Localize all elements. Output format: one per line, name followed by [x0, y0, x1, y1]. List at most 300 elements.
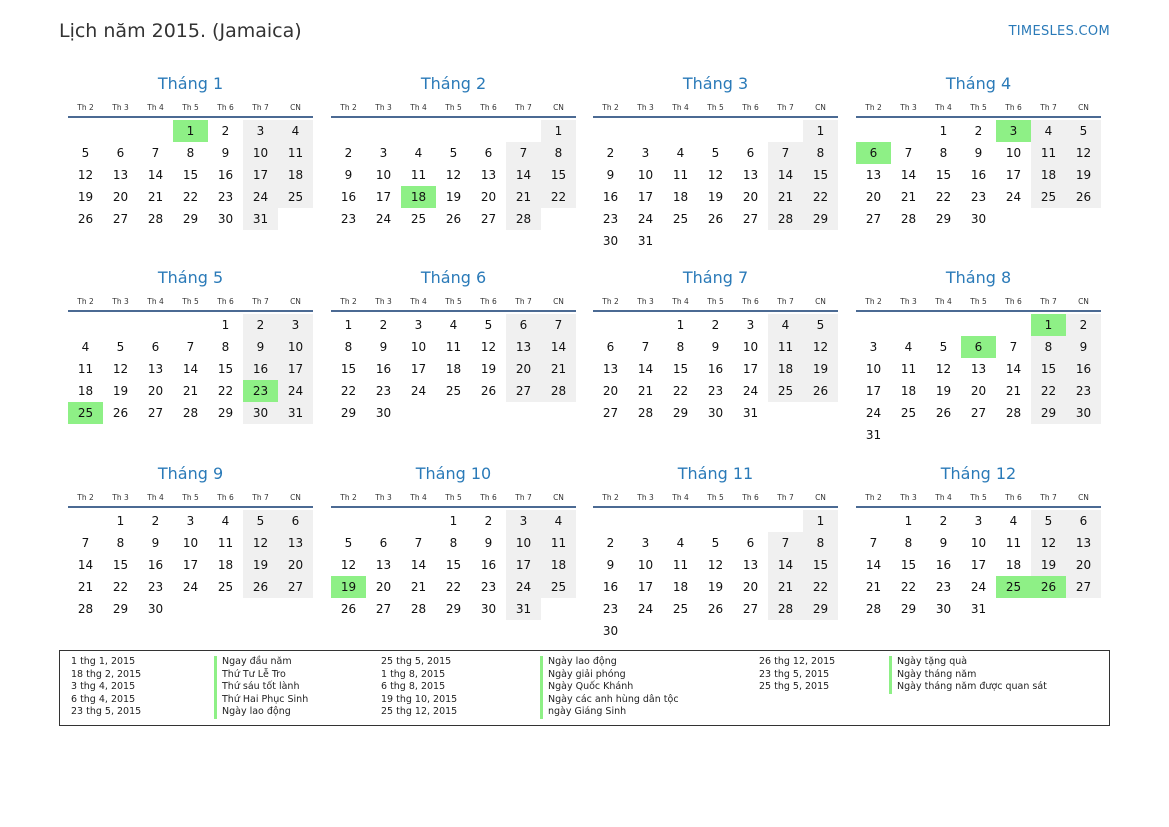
day-cell[interactable]: 6 [278, 510, 313, 532]
day-cell[interactable]: 11 [672, 558, 689, 572]
day-cell[interactable]: 19 [445, 190, 462, 204]
day-cell[interactable]: 11 [541, 532, 576, 554]
day-cell[interactable]: 18 [541, 554, 576, 576]
site-link[interactable]: TIMESLES.COM [1008, 24, 1110, 39]
day-cell[interactable]: 11 [77, 362, 94, 376]
day-cell[interactable]: 20 [480, 190, 497, 204]
day-cell[interactable]: 8 [803, 142, 838, 164]
day-cell[interactable]: 24 [243, 186, 278, 208]
day-cell[interactable]: 29 [900, 602, 917, 616]
day-cell[interactable]: 8 [1031, 336, 1066, 358]
day-cell[interactable]: 21 [768, 576, 803, 598]
day-cell[interactable]: 2 [344, 146, 353, 160]
day-cell[interactable]: 27 [480, 212, 497, 226]
day-cell[interactable]: 8 [186, 146, 195, 160]
day-cell[interactable]: 27 [865, 212, 882, 226]
day-cell[interactable]: 24 [506, 576, 541, 598]
day-cell[interactable]: 22 [900, 580, 917, 594]
day-cell[interactable]: 5 [243, 510, 278, 532]
day-cell[interactable]: 4 [676, 146, 685, 160]
day-cell[interactable]: 22 [182, 190, 199, 204]
day-cell[interactable]: 17 [375, 190, 392, 204]
day-cell[interactable]: 26 [707, 212, 724, 226]
day-cell[interactable]: 17 [278, 358, 313, 380]
day-cell[interactable]: 24 [742, 384, 759, 398]
day-cell[interactable]: 23 [935, 580, 952, 594]
day-cell[interactable]: 11 [217, 536, 234, 550]
day-cell[interactable]: 1 [116, 514, 125, 528]
day-cell[interactable]: 14 [506, 164, 541, 186]
day-cell[interactable]: 16 [707, 362, 724, 376]
day-cell[interactable]: 28 [1005, 406, 1022, 420]
day-cell[interactable]: 17 [243, 164, 278, 186]
day-cell[interactable]: 23 [147, 580, 164, 594]
day-cell[interactable]: 10 [278, 336, 313, 358]
day-cell[interactable]: 13 [112, 168, 129, 182]
day-cell[interactable]: 15 [182, 168, 199, 182]
day-cell[interactable]: 22 [445, 580, 462, 594]
day-cell[interactable]: 28 [147, 212, 164, 226]
day-cell[interactable]: 27 [112, 212, 129, 226]
day-cell[interactable]: 28 [865, 602, 882, 616]
day-cell[interactable]: 17 [506, 554, 541, 576]
day-cell[interactable]: 3 [243, 120, 278, 142]
day-cell[interactable]: 15 [340, 362, 357, 376]
day-cell[interactable]: 26 [480, 384, 497, 398]
day-cell[interactable]: 12 [803, 336, 838, 358]
day-cell[interactable]: 20 [506, 358, 541, 380]
day-cell[interactable]: 15 [445, 558, 462, 572]
day-cell[interactable]: 12 [77, 168, 94, 182]
day-cell[interactable]: 26 [935, 406, 952, 420]
day-cell[interactable]: 31 [637, 234, 654, 248]
day-cell[interactable]: 22 [803, 186, 838, 208]
day-cell[interactable]: 3 [974, 514, 983, 528]
day-cell[interactable]: 4 [541, 510, 576, 532]
day-cell[interactable]: 9 [379, 340, 388, 354]
day-cell[interactable]: 6 [746, 146, 755, 160]
day-cell[interactable]: 3 [746, 318, 755, 332]
day-cell[interactable]: 8 [449, 536, 458, 550]
day-cell[interactable]: 28 [900, 212, 917, 226]
day-cell[interactable]: 30 [147, 602, 164, 616]
day-cell[interactable]: 17 [742, 362, 759, 376]
day-cell[interactable]: 2 [606, 146, 615, 160]
day-cell[interactable]: 4 [414, 146, 423, 160]
day-cell[interactable]: 22 [112, 580, 129, 594]
day-cell[interactable]: 27 [375, 602, 392, 616]
day-cell[interactable]: 11 [278, 142, 313, 164]
day-cell[interactable]: 15 [803, 554, 838, 576]
day-cell[interactable]: 7 [768, 532, 803, 554]
day-cell[interactable]: 9 [711, 340, 720, 354]
day-cell[interactable]: 8 [344, 340, 353, 354]
day-cell[interactable]: 4 [676, 536, 685, 550]
day-cell[interactable]: 9 [1066, 336, 1101, 358]
day-cell[interactable]: 6 [151, 340, 160, 354]
day-cell[interactable]: 26 [707, 602, 724, 616]
day-cell[interactable]: 25 [541, 576, 576, 598]
day-cell[interactable]: 1 [676, 318, 685, 332]
day-cell[interactable]: 7 [641, 340, 650, 354]
day-cell[interactable]: 12 [445, 168, 462, 182]
day-cell[interactable]: 26 [445, 212, 462, 226]
day-cell[interactable]: 25 [768, 380, 803, 402]
day-cell[interactable]: 24 [182, 580, 199, 594]
day-cell[interactable]: 30 [375, 406, 392, 420]
day-cell[interactable]: 24 [1005, 190, 1022, 204]
day-cell[interactable]: 21 [900, 190, 917, 204]
day-cell[interactable]: 27 [742, 602, 759, 616]
day-cell[interactable]: 15 [900, 558, 917, 572]
day-cell[interactable]: 25 [278, 186, 313, 208]
day-cell[interactable]: 31 [742, 406, 759, 420]
day-cell[interactable]: 27 [970, 406, 987, 420]
day-cell[interactable]: 10 [742, 340, 759, 354]
day-cell[interactable]: 31 [865, 428, 882, 442]
day-cell[interactable]: 28 [182, 406, 199, 420]
day-cell[interactable]: 21 [637, 384, 654, 398]
day-cell[interactable]: 7 [186, 340, 195, 354]
day-cell[interactable]: 27 [147, 406, 164, 420]
day-cell[interactable]: 6 [379, 536, 388, 550]
day-cell[interactable]: 2 [711, 318, 720, 332]
day-cell[interactable]: 19 [803, 358, 838, 380]
day-cell[interactable]: 10 [506, 532, 541, 554]
day-cell[interactable]: 12 [243, 532, 278, 554]
day-cell[interactable]: 9 [974, 146, 983, 160]
day-cell[interactable]: 10 [865, 362, 882, 376]
day-cell[interactable]: 6 [484, 146, 493, 160]
day-cell[interactable]: 3 [641, 536, 650, 550]
day-cell[interactable]: 10 [182, 536, 199, 550]
day-cell[interactable]: 14 [147, 168, 164, 182]
day-cell[interactable]: 24 [865, 406, 882, 420]
day-cell[interactable]: 29 [1031, 402, 1066, 424]
day-cell[interactable]: 4 [768, 314, 803, 336]
holiday-day-cell[interactable]: 6 [961, 336, 996, 358]
day-cell[interactable]: 17 [182, 558, 199, 572]
day-cell[interactable]: 13 [147, 362, 164, 376]
day-cell[interactable]: 2 [221, 124, 230, 138]
day-cell[interactable]: 14 [541, 336, 576, 358]
day-cell[interactable]: 24 [278, 380, 313, 402]
day-cell[interactable]: 25 [1031, 186, 1066, 208]
day-cell[interactable]: 4 [81, 340, 90, 354]
day-cell[interactable]: 27 [1066, 576, 1101, 598]
day-cell[interactable]: 29 [182, 212, 199, 226]
day-cell[interactable]: 14 [1005, 362, 1022, 376]
day-cell[interactable]: 18 [77, 384, 94, 398]
day-cell[interactable]: 25 [672, 602, 689, 616]
holiday-day-cell[interactable]: 1 [1031, 314, 1066, 336]
day-cell[interactable]: 12 [707, 558, 724, 572]
day-cell[interactable]: 21 [865, 580, 882, 594]
day-cell[interactable]: 13 [970, 362, 987, 376]
day-cell[interactable]: 23 [707, 384, 724, 398]
day-cell[interactable]: 13 [865, 168, 882, 182]
day-cell[interactable]: 12 [1066, 142, 1101, 164]
holiday-day-cell[interactable]: 18 [401, 186, 436, 208]
day-cell[interactable]: 23 [375, 384, 392, 398]
day-cell[interactable]: 5 [803, 314, 838, 336]
day-cell[interactable]: 3 [506, 510, 541, 532]
day-cell[interactable]: 27 [278, 576, 313, 598]
day-cell[interactable]: 8 [676, 340, 685, 354]
day-cell[interactable]: 11 [1005, 536, 1022, 550]
holiday-day-cell[interactable]: 3 [996, 120, 1031, 142]
day-cell[interactable]: 29 [445, 602, 462, 616]
day-cell[interactable]: 9 [151, 536, 160, 550]
day-cell[interactable]: 1 [541, 120, 576, 142]
day-cell[interactable]: 13 [742, 558, 759, 572]
day-cell[interactable]: 5 [484, 318, 493, 332]
day-cell[interactable]: 2 [484, 514, 493, 528]
day-cell[interactable]: 8 [541, 142, 576, 164]
day-cell[interactable]: 18 [900, 384, 917, 398]
day-cell[interactable]: 26 [243, 576, 278, 598]
day-cell[interactable]: 9 [606, 558, 615, 572]
day-cell[interactable]: 4 [1009, 514, 1018, 528]
day-cell[interactable]: 23 [970, 190, 987, 204]
day-cell[interactable]: 23 [217, 190, 234, 204]
day-cell[interactable]: 19 [707, 190, 724, 204]
day-cell[interactable]: 19 [77, 190, 94, 204]
day-cell[interactable]: 30 [1066, 402, 1101, 424]
day-cell[interactable]: 16 [480, 558, 497, 572]
day-cell[interactable]: 5 [344, 536, 353, 550]
day-cell[interactable]: 19 [935, 384, 952, 398]
day-cell[interactable]: 12 [1031, 532, 1066, 554]
day-cell[interactable]: 28 [506, 208, 541, 230]
day-cell[interactable]: 13 [278, 532, 313, 554]
day-cell[interactable]: 18 [217, 558, 234, 572]
day-cell[interactable]: 27 [742, 212, 759, 226]
day-cell[interactable]: 11 [1031, 142, 1066, 164]
day-cell[interactable]: 21 [541, 358, 576, 380]
holiday-day-cell[interactable]: 23 [243, 380, 278, 402]
day-cell[interactable]: 21 [768, 186, 803, 208]
day-cell[interactable]: 20 [970, 384, 987, 398]
day-cell[interactable]: 25 [217, 580, 234, 594]
day-cell[interactable]: 12 [707, 168, 724, 182]
day-cell[interactable]: 5 [1031, 510, 1066, 532]
day-cell[interactable]: 16 [375, 362, 392, 376]
day-cell[interactable]: 18 [768, 358, 803, 380]
day-cell[interactable]: 22 [541, 186, 576, 208]
day-cell[interactable]: 15 [541, 164, 576, 186]
day-cell[interactable]: 5 [1066, 120, 1101, 142]
day-cell[interactable]: 23 [480, 580, 497, 594]
day-cell[interactable]: 26 [340, 602, 357, 616]
day-cell[interactable]: 11 [672, 168, 689, 182]
day-cell[interactable]: 16 [935, 558, 952, 572]
day-cell[interactable]: 29 [340, 406, 357, 420]
day-cell[interactable]: 30 [935, 602, 952, 616]
holiday-day-cell[interactable]: 26 [1031, 576, 1066, 598]
day-cell[interactable]: 12 [480, 340, 497, 354]
day-cell[interactable]: 15 [935, 168, 952, 182]
day-cell[interactable]: 1 [344, 318, 353, 332]
day-cell[interactable]: 29 [803, 598, 838, 620]
day-cell[interactable]: 7 [506, 142, 541, 164]
day-cell[interactable]: 9 [939, 536, 948, 550]
day-cell[interactable]: 19 [480, 362, 497, 376]
day-cell[interactable]: 24 [410, 384, 427, 398]
day-cell[interactable]: 18 [1005, 558, 1022, 572]
day-cell[interactable]: 7 [768, 142, 803, 164]
day-cell[interactable]: 9 [344, 168, 353, 182]
day-cell[interactable]: 16 [602, 580, 619, 594]
day-cell[interactable]: 15 [672, 362, 689, 376]
day-cell[interactable]: 17 [410, 362, 427, 376]
day-cell[interactable]: 2 [606, 536, 615, 550]
day-cell[interactable]: 17 [1005, 168, 1022, 182]
day-cell[interactable]: 31 [970, 602, 987, 616]
day-cell[interactable]: 11 [768, 336, 803, 358]
day-cell[interactable]: 16 [147, 558, 164, 572]
day-cell[interactable]: 3 [186, 514, 195, 528]
day-cell[interactable]: 5 [711, 536, 720, 550]
day-cell[interactable]: 20 [742, 580, 759, 594]
day-cell[interactable]: 12 [112, 362, 129, 376]
day-cell[interactable]: 30 [970, 212, 987, 226]
day-cell[interactable]: 10 [637, 168, 654, 182]
day-cell[interactable]: 25 [672, 212, 689, 226]
day-cell[interactable]: 27 [506, 380, 541, 402]
day-cell[interactable]: 3 [641, 146, 650, 160]
day-cell[interactable]: 26 [1066, 186, 1101, 208]
day-cell[interactable]: 16 [970, 168, 987, 182]
day-cell[interactable]: 25 [445, 384, 462, 398]
day-cell[interactable]: 30 [707, 406, 724, 420]
day-cell[interactable]: 30 [602, 234, 619, 248]
day-cell[interactable]: 9 [484, 536, 493, 550]
day-cell[interactable]: 20 [112, 190, 129, 204]
day-cell[interactable]: 21 [147, 190, 164, 204]
day-cell[interactable]: 24 [637, 212, 654, 226]
day-cell[interactable]: 13 [375, 558, 392, 572]
day-cell[interactable]: 25 [410, 212, 427, 226]
day-cell[interactable]: 29 [935, 212, 952, 226]
day-cell[interactable]: 21 [410, 580, 427, 594]
day-cell[interactable]: 10 [410, 340, 427, 354]
day-cell[interactable]: 26 [803, 380, 838, 402]
day-cell[interactable]: 23 [602, 212, 619, 226]
day-cell[interactable]: 23 [602, 602, 619, 616]
day-cell[interactable]: 22 [803, 576, 838, 598]
day-cell[interactable]: 7 [151, 146, 160, 160]
day-cell[interactable]: 18 [445, 362, 462, 376]
day-cell[interactable]: 17 [637, 190, 654, 204]
day-cell[interactable]: 10 [375, 168, 392, 182]
day-cell[interactable]: 30 [602, 624, 619, 638]
day-cell[interactable]: 16 [602, 190, 619, 204]
day-cell[interactable]: 21 [506, 186, 541, 208]
day-cell[interactable]: 21 [1005, 384, 1022, 398]
day-cell[interactable]: 20 [742, 190, 759, 204]
day-cell[interactable]: 20 [865, 190, 882, 204]
day-cell[interactable]: 16 [243, 358, 278, 380]
day-cell[interactable]: 1 [449, 514, 458, 528]
day-cell[interactable]: 13 [506, 336, 541, 358]
day-cell[interactable]: 19 [707, 580, 724, 594]
day-cell[interactable]: 19 [243, 554, 278, 576]
day-cell[interactable]: 5 [711, 146, 720, 160]
day-cell[interactable]: 30 [243, 402, 278, 424]
day-cell[interactable]: 4 [449, 318, 458, 332]
day-cell[interactable]: 21 [77, 580, 94, 594]
day-cell[interactable]: 25 [900, 406, 917, 420]
day-cell[interactable]: 21 [182, 384, 199, 398]
day-cell[interactable]: 17 [865, 384, 882, 398]
day-cell[interactable]: 4 [221, 514, 230, 528]
day-cell[interactable]: 3 [869, 340, 878, 354]
day-cell[interactable]: 10 [243, 142, 278, 164]
day-cell[interactable]: 15 [217, 362, 234, 376]
day-cell[interactable]: 19 [112, 384, 129, 398]
day-cell[interactable]: 28 [77, 602, 94, 616]
day-cell[interactable]: 5 [81, 146, 90, 160]
day-cell[interactable]: 5 [116, 340, 125, 354]
holiday-day-cell[interactable]: 1 [173, 120, 208, 142]
day-cell[interactable]: 3 [278, 314, 313, 336]
day-cell[interactable]: 14 [865, 558, 882, 572]
day-cell[interactable]: 7 [414, 536, 423, 550]
day-cell[interactable]: 17 [970, 558, 987, 572]
day-cell[interactable]: 20 [602, 384, 619, 398]
day-cell[interactable]: 7 [541, 314, 576, 336]
day-cell[interactable]: 23 [340, 212, 357, 226]
day-cell[interactable]: 18 [278, 164, 313, 186]
day-cell[interactable]: 9 [243, 336, 278, 358]
day-cell[interactable]: 10 [637, 558, 654, 572]
day-cell[interactable]: 2 [939, 514, 948, 528]
day-cell[interactable]: 24 [970, 580, 987, 594]
day-cell[interactable]: 30 [217, 212, 234, 226]
day-cell[interactable]: 18 [672, 580, 689, 594]
day-cell[interactable]: 14 [77, 558, 94, 572]
day-cell[interactable]: 31 [278, 402, 313, 424]
day-cell[interactable]: 11 [900, 362, 917, 376]
day-cell[interactable]: 13 [602, 362, 619, 376]
day-cell[interactable]: 2 [243, 314, 278, 336]
day-cell[interactable]: 2 [379, 318, 388, 332]
day-cell[interactable]: 4 [1031, 120, 1066, 142]
day-cell[interactable]: 18 [1031, 164, 1066, 186]
day-cell[interactable]: 30 [480, 602, 497, 616]
day-cell[interactable]: 14 [900, 168, 917, 182]
day-cell[interactable]: 6 [116, 146, 125, 160]
day-cell[interactable]: 4 [278, 120, 313, 142]
day-cell[interactable]: 20 [147, 384, 164, 398]
day-cell[interactable]: 15 [1031, 358, 1066, 380]
day-cell[interactable]: 12 [935, 362, 952, 376]
day-cell[interactable]: 28 [768, 208, 803, 230]
day-cell[interactable]: 12 [340, 558, 357, 572]
day-cell[interactable]: 26 [112, 406, 129, 420]
day-cell[interactable]: 22 [340, 384, 357, 398]
day-cell[interactable]: 14 [768, 554, 803, 576]
day-cell[interactable]: 16 [340, 190, 357, 204]
day-cell[interactable]: 2 [974, 124, 983, 138]
day-cell[interactable]: 29 [112, 602, 129, 616]
day-cell[interactable]: 31 [243, 208, 278, 230]
day-cell[interactable]: 14 [768, 164, 803, 186]
day-cell[interactable]: 15 [112, 558, 129, 572]
day-cell[interactable]: 29 [217, 406, 234, 420]
day-cell[interactable]: 4 [904, 340, 913, 354]
